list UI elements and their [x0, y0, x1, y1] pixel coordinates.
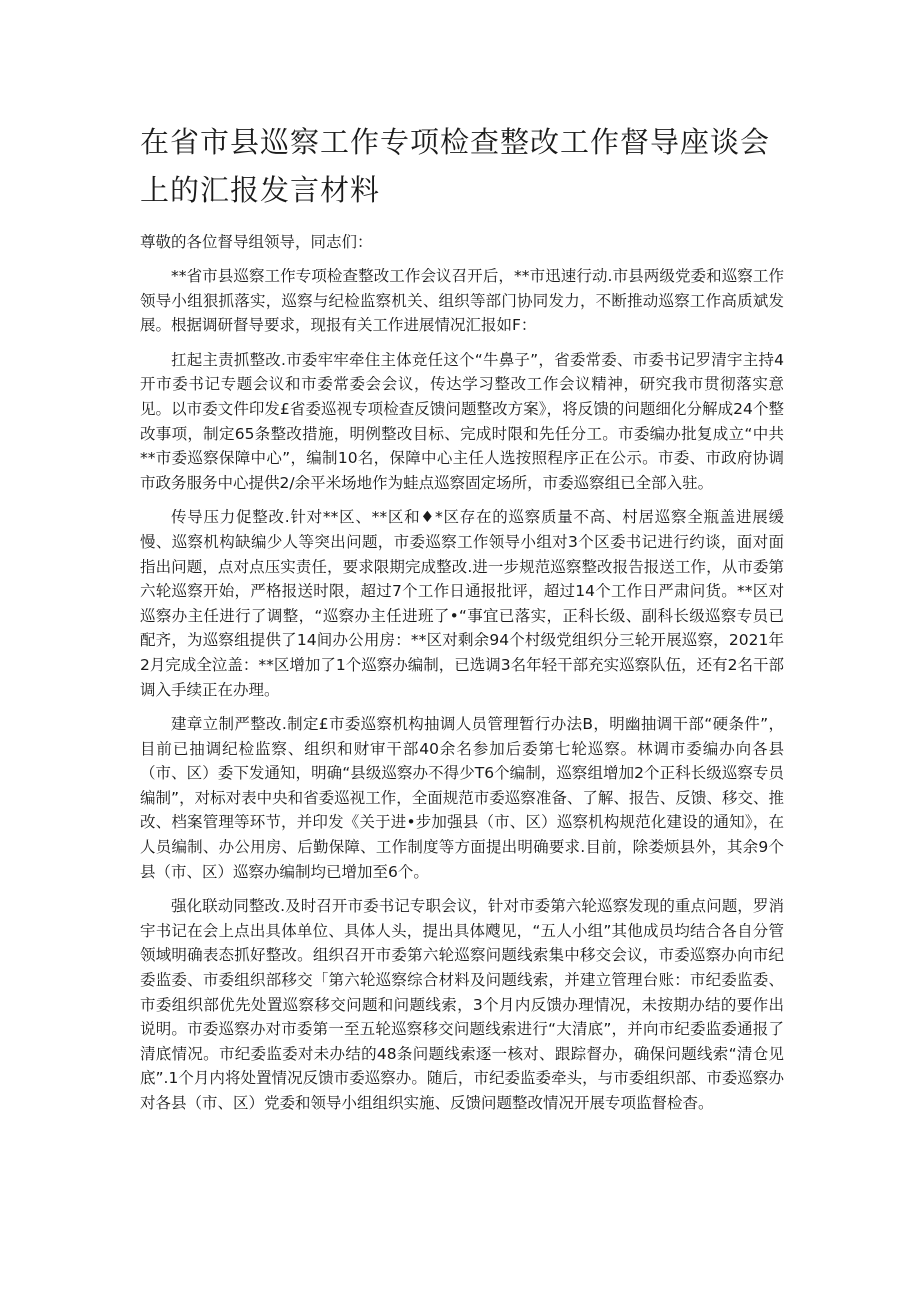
- document-title: 在省市县巡察工作专项检查整改工作督导座谈会上的汇报发言材料: [140, 125, 771, 207]
- body-paragraph-2: 扛起主责抓整改.市委牢牢牵住主体竞任这个“牛鼻子”，省委常委、市委书记罗清宇主持4开市委书记专题会议和市委常委会会议，传达学习整改工作会议精神，研究我市贯彻落实意见。以市委文件印发£省委巡视专项检查反馈问题整改方案》，将反馈的问题细化分解成24个整改事项，制定65条整改措施，明例整改目标、完成时限和先任分工。市委编办批复成立“中共**市委巡察保障中心”，编制10名，保障中心主任人选按照程序正在公示。市委、市政府协调市政务服务中心提供2/余平米场地作为蛙点巡察固定场所，市委巡察组已全部入驻。: [140, 350, 784, 492]
- body-paragraph-4: 建章立制严整改.制定£市委巡察机构抽调人员管理暂行办法B，明幽抽调干部“硬条件”，目前已抽调纪检监察、组织和财审干部40余名参加后委第七轮巡察。林调市委编办向各县（市、区）委下发通知，明确“县级巡察办不得少T6个编制，巡察组增加2个正科长级巡察专员编制”，对标对表中央和省委巡视工作，全面规范市委巡察准备、了解、报告、反馈、移交、推改、档案管理等环节，并印发《关于进•步加强县（市、区）巡察机构规范化建设的通知》，在人员编制、办公用房、后勤保障、工作制度等方面提出明确要求.目前，除娄烦县外，其余9个县（市、区）巡察办编制均已增加至6个。: [140, 715, 784, 881]
- salutation: 尊敬的各位督导组领导，同志们：: [140, 233, 373, 251]
- body-paragraph-3: 传导压力促整改.针对**区、**区和♦*区存在的巡察质量不高、村居巡察全瓶盖进展缓慢、巡察机构缺编少人等突出问题，市委巡察工作领导小组对3个区委书记进行约谈，面对面指出问题，点对点压实责任，要求限期完成整改.进一步规范巡察整改报告报送工作，从市委第六轮巡察开始，严格报送时限，超过7个工作日通报批评，超过14个工作日严肃问货。**区对巡察办主任进行了调整，“巡察办主任进班了•“事宜已落实，正科长级、副科长级巡察专员已配齐，为巡察组提供了14间办公用房：**区对剩余94个村级党组织分三轮开展巡察，2021年2月完成全泣盖：**区增加了1个巡察办编制，已选调3名年轻干部充实巡察队伍，还有2名干部调入手续正在办理。: [140, 508, 784, 699]
- body-paragraph-1: **省市县巡察工作专项检查整改工作会议召开后，**市迅速行动.市县两级党委和巡察工作领导小组狠抓落实，巡察与纪检监察机关、组织等部门协同发力，不断推动巡察工作高质斌发展。根据调研督导要求，现报有关工作进展情况汇报如F：: [140, 267, 784, 335]
- body-paragraph-5: 强化联动同整改.及时召开市委书记专职会议，针对市委第六轮巡察发现的重点问题，罗消宇书记在会上点出具体单位、具体人头，提出具体飕见，“五人小组”其他成员均结合各自分管领域明确表态抓好整改。组织召开市委第六轮巡察问题线索集中移交会议，市委巡察办向市纪委监委、市委组织部移交「第六轮巡察综合材料及问题线索，并建立管理台账：市纪委监委、市委组织部优先处置巡察移交问题和问题线索，3个月内反馈办理情况，未按期办结的要作出说明。市委巡察办对市委第一至五轮巡察移交问题线索进行“大清底”，并向市纪委监委通报了清底情况。市纪委监委对未办结的48条问题线索逐一核对、跟踪督办，确保问题线索“清仓见底”.1个月内将处置情况反馈市委巡察办。随后，市纪委监委牵头，与市委组织部、市委巡察办对各县（市、区）党委和领导小组组织实施、反馈问题整改情况开展专项监督检杳。: [140, 897, 784, 1112]
